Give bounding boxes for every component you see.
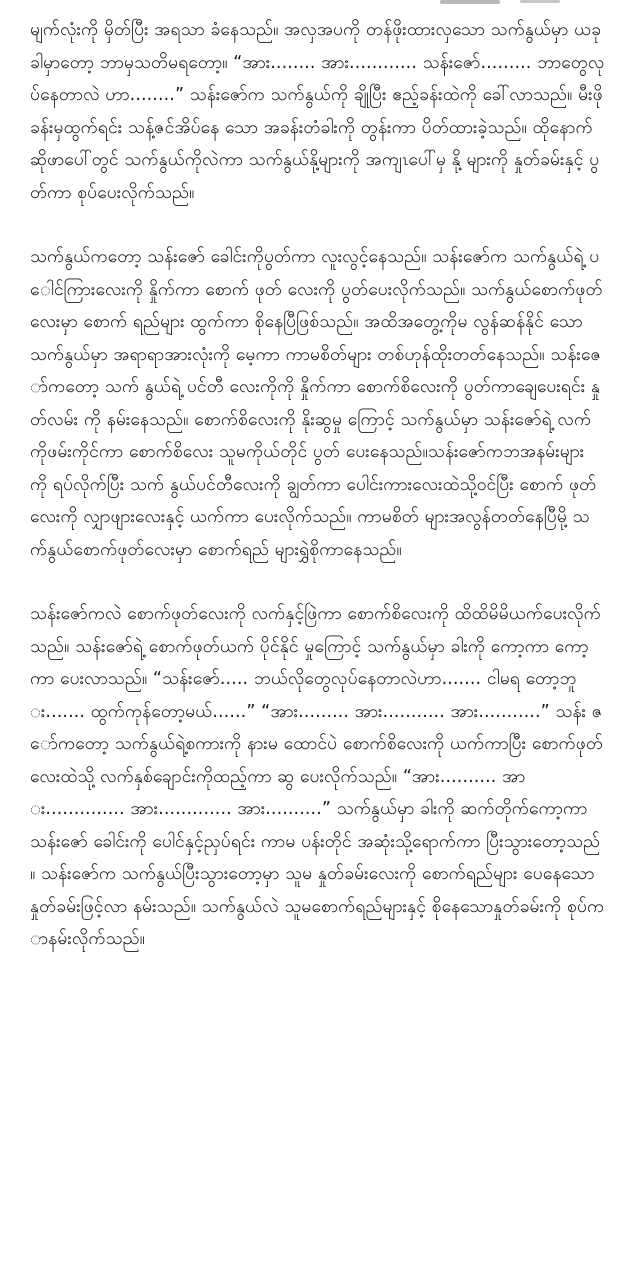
paragraph: သက်နွယ်ကတော့ သန်းဇော် ခေါင်းကိုပွတ်ကာ လူးလွင့်နေသည်။ သန်းဇော်က သက်နွယ်ရဲ့ ပေါင်ကြားလေးကို နှိုက်ကာ စောက် ဖုတ် လေးကို ပွတ်ပေးလိုက်သည်။ သက်နွယ်စောက်ဖုတ်လေးမှာ စောက် ရည်များ ထွက်ကာ စိုနေပြီဖြစ်သည်။ အထိအတွေ့ကိုမ လွန်ဆန်နိုင် သော သက်နွယ်မှာ အရာရာအားလုံးကို မေ့ကာ ကာမစိတ်များ တစ်ဟုန်ထိုးတတ်နေသည်။ သန်းဇော်ကတော့ သက် နွယ်ရဲ့ ပင်တီ လေးကိုကို နှိုက်ကာ စောက်စိလေးကို ပွတ်ကာချေပေးရင်း နှုတ်လမ်း ကို နမ်းနေသည်။ စောက်စိလေးကို နိုးဆွမှု ကြောင့် သက်နွယ်မှာ သန်းဇော်ရဲ့ လက်ကိုဖမ်းကိုင်ကာ စောက်စိလေး သူမကိုယ်တိုင် ပွတ် ပေးနေသည်။သန်းဇော်ကဘအနမ်းများ ကို ရပ်လိုက်ပြီး သက် နွယ်ပင်တီလေးကို ချွတ်ကာ ပေါင်းကားလေးထဲသို့ဝင်ပြီး စောက် ဖုတ်လေးကို လျှာဖျားလေးနှင့် ယက်ကာ ပေးလိုက်သည်။ ကာမစိတ် များအလွန်တတ်နေပြီမို့ သက်နွယ်စောက်ဖုတ်လေးမှာ စောက်ရည် များရွှဲစိုကာနေသည်။ (30, 247, 603, 560)
paragraph: မျက်လုံးကို မှိတ်ပြီး အရသာ ခံနေသည်။ အလှအပကို တန်ဖိုးထားလှသော သက်နွယ်မှာ ယခုခါမှာတော့ ဘာမှသတိမရတော့။ “အား........ အား............ သန်းဇော်......... ဘာတွေလုပ်နေတာလဲ ဟာ........” သန်းဇော်က သက်နွယ်ကို ချိုပြီး ဧည့်ခန်းထဲကို ခေါ်လာသည်။ မီးဖိုခန်းမှထွက်ရင်း သန့်ဇင်အိပ်နေ သော အခန်းတံခါးကို တွန်းကာ ပိတ်ထားခဲ့သည်။ ထိုနောက် ဆိုဖာပေါ်တွင် သက်နွယ်ကိုလဲကာ သက်နွယ်နို့များကို အကျၤပေါ်မှ နို့ များကို နှုတ်ခမ်းနှင့် ပွတ်ကာ စုပ်ပေးလိုက်သည်။ (30, 20, 605, 203)
top-edge (0, 0, 630, 6)
cropped-header-fragment (440, 0, 500, 4)
article-body (30, 14, 605, 956)
paragraph: သန်းဇော်ကလဲ စောက်ဖုတ်လေးကို လက်နှင့်ဖြဲကာ စောက်စိလေးကို ထိထိမိမိယက်ပေးလိုက်သည်။ သန်းဇော်ရဲ့ စောက်ဖုတ်ယက် ပိုင်နိုင် မှုကြောင့် သက်နွယ်မှာ ခါးကို ကော့ကာ ကော့ကာ ပေးလာသည်။ “သန်းဇော်..... ဘယ်လိုတွေလုပ်နေတာလဲဟာ....... ငါမရ တော့ဘူး....... ထွက်ကုန်တော့မယ်......” “အား......... အား........... အား...........” သန်း ဇော်ကတော့ သက်နွယ်ရဲ့စကားကို နားမ ထောင်ပဲ စောက်စိလေးကို ယက်ကာပြီး စောက်ဖုတ်လေးထဲသို့ လက်နှစ်ချောင်းကိုထည့်ကာ ဆွ ပေးလိုက်သည်။ “အား.......... အား.............. အား............. အား..........” သက်နွယ်မှာ ခါးကို ဆက်တိုက်ကော့ကာ သန်းဇော် ခေါင်းကို ပေါင်နှင့်ညှပ်ရင်း ကာမ ပန်းတိုင် အဆုံးသို့ရောက်ကာ ပြီးသွားတော့သည်။ သန်းဇော်က သက်နွယ်ပြီးသွားတော့မှာ သူမ နှုတ်ခမ်းလေးကို စောက်ရည်များ ပေနေသော နှုတ်ခမ်းဖြင့်လာ နမ်းသည်။ သက်နွယ်လဲ သူမစောက်ရည်များနှင့် စိုနေသောနှုတ်ခမ်းကို စုပ်ကာနမ်းလိုက်သည်။ (30, 604, 605, 949)
cropped-header-fragment (520, 0, 560, 3)
